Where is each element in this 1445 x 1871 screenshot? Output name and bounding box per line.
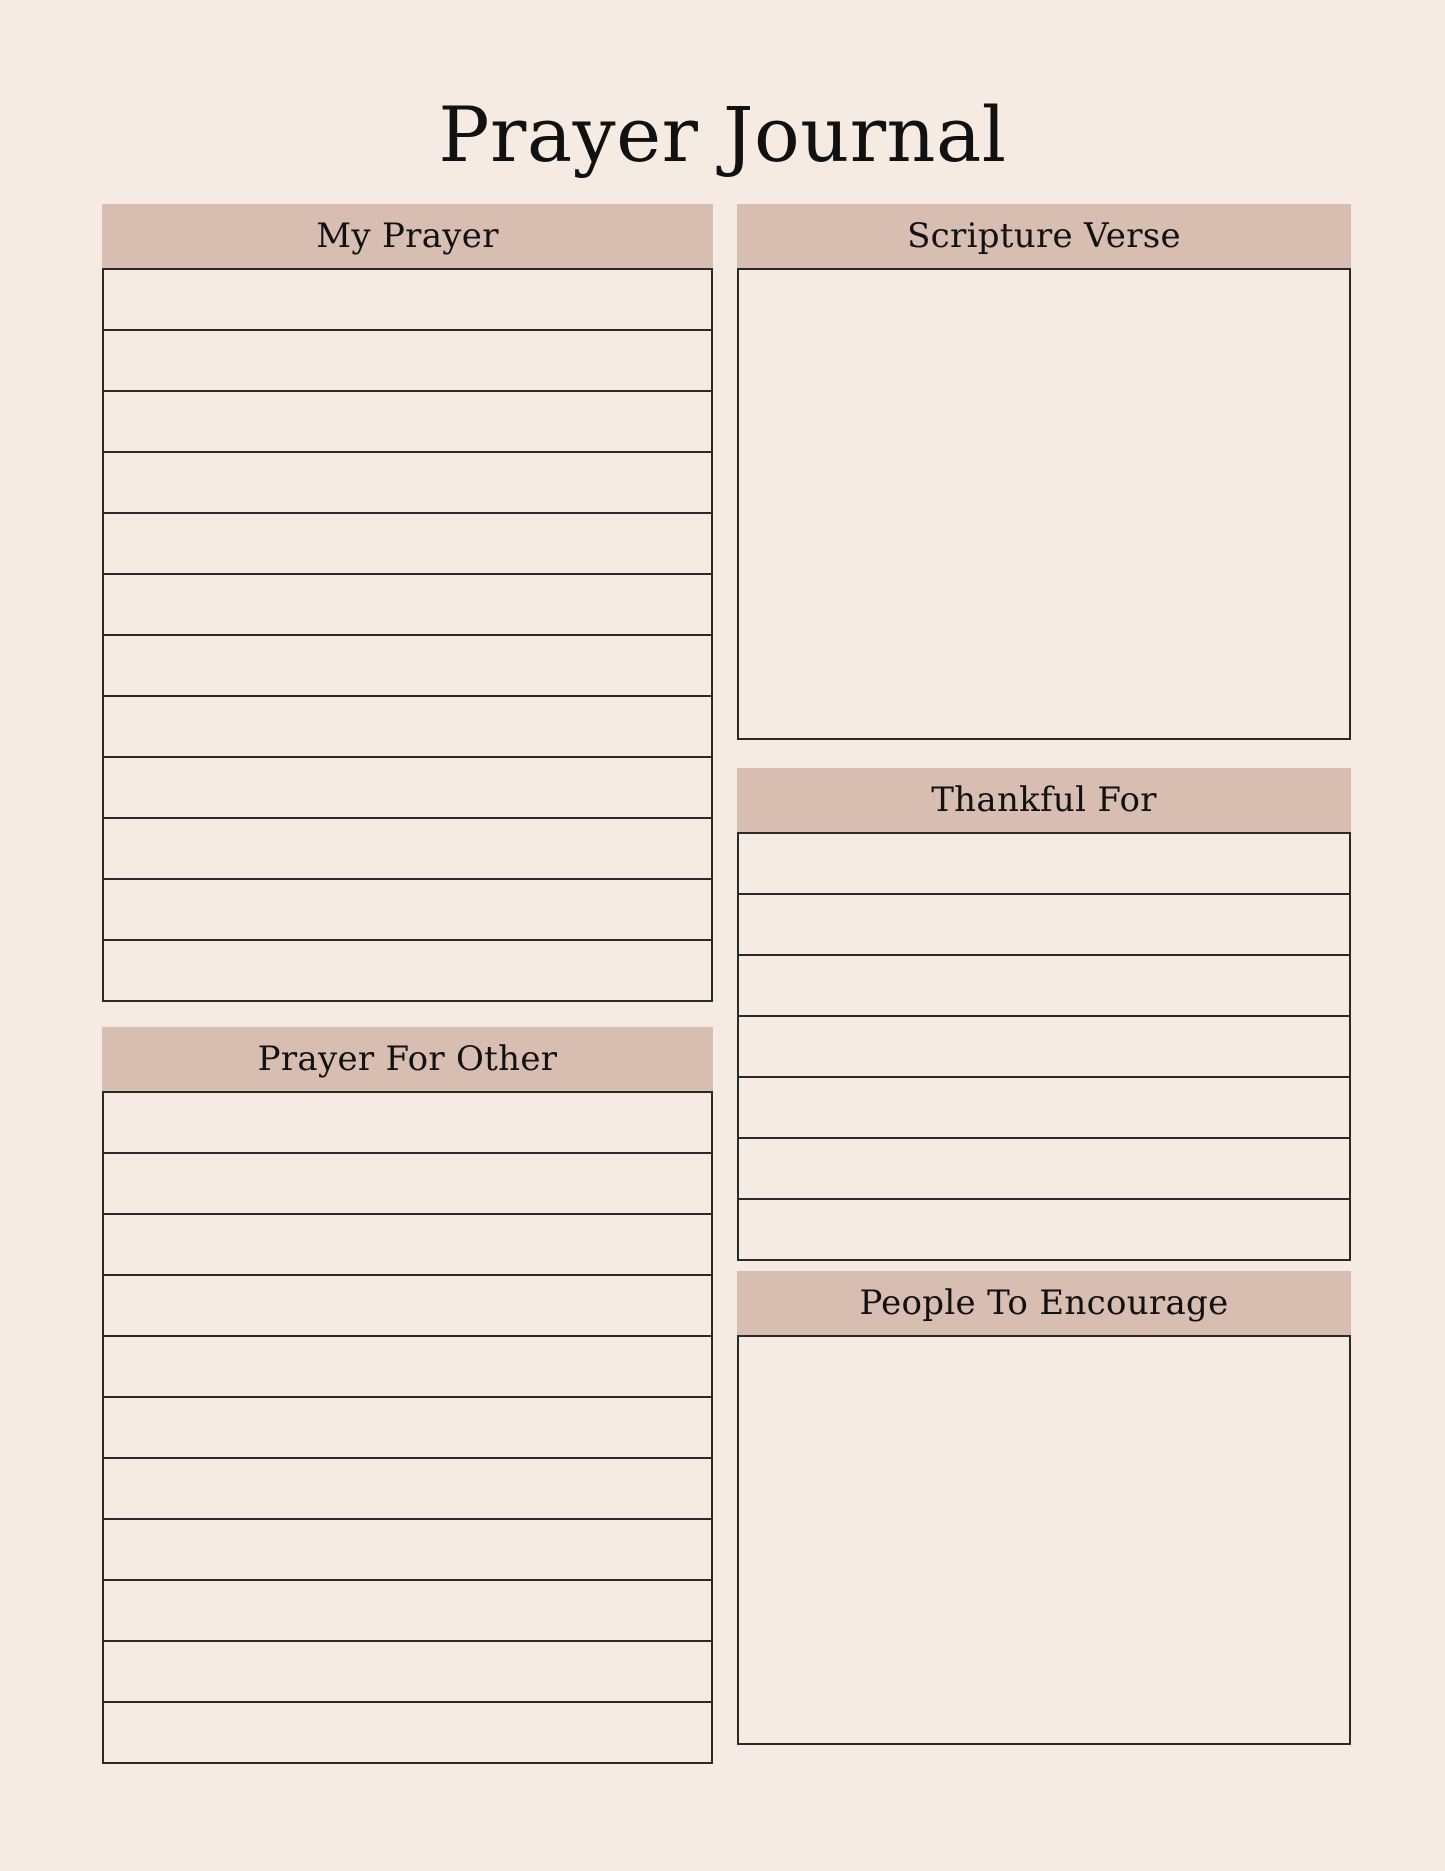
- writing-line[interactable]: [104, 1335, 711, 1396]
- writing-line[interactable]: [104, 878, 711, 939]
- writing-line[interactable]: [104, 390, 711, 451]
- writing-line[interactable]: [104, 1518, 711, 1579]
- writing-line[interactable]: [104, 695, 711, 756]
- writing-line[interactable]: [104, 1640, 711, 1701]
- writing-line[interactable]: [104, 1579, 711, 1640]
- writing-line[interactable]: [739, 1076, 1349, 1137]
- scripture-verse-section: [737, 204, 1351, 740]
- thankful-for-section: [737, 768, 1351, 1261]
- writing-line[interactable]: [104, 268, 711, 329]
- people-to-encourage-box[interactable]: [737, 1335, 1351, 1745]
- prayer-for-other-section: [102, 1027, 713, 1764]
- writing-line[interactable]: [104, 1396, 711, 1457]
- people-to-encourage-section: [737, 1271, 1351, 1745]
- writing-line[interactable]: [739, 954, 1349, 1015]
- writing-line[interactable]: [104, 1213, 711, 1274]
- people-to-encourage-header: People To Encourage: [737, 1271, 1351, 1335]
- page-title: Prayer Journal: [438, 90, 1007, 179]
- thankful-for-lines: [737, 832, 1351, 1261]
- writing-line[interactable]: [739, 1137, 1349, 1198]
- writing-line[interactable]: [104, 939, 711, 1000]
- my-prayer-header: My Prayer: [102, 204, 713, 268]
- scripture-verse-box[interactable]: [737, 268, 1351, 740]
- my-prayer-section: [102, 204, 713, 1002]
- writing-line[interactable]: [104, 1701, 711, 1762]
- my-prayer-lines: [102, 268, 713, 1002]
- writing-line[interactable]: [104, 1152, 711, 1213]
- writing-line[interactable]: [739, 1198, 1349, 1259]
- scripture-verse-header: Scripture Verse: [737, 204, 1351, 268]
- writing-line[interactable]: [104, 512, 711, 573]
- writing-line[interactable]: [104, 329, 711, 390]
- writing-line[interactable]: [104, 573, 711, 634]
- writing-line[interactable]: [104, 756, 711, 817]
- writing-line[interactable]: [104, 1091, 711, 1152]
- writing-line[interactable]: [739, 1015, 1349, 1076]
- writing-line[interactable]: [739, 832, 1349, 893]
- writing-line[interactable]: [104, 1274, 711, 1335]
- prayer-for-other-lines: [102, 1091, 713, 1764]
- prayer-for-other-header: Prayer For Other: [102, 1027, 713, 1091]
- thankful-for-header: Thankful For: [737, 768, 1351, 832]
- writing-line[interactable]: [739, 893, 1349, 954]
- writing-line[interactable]: [104, 451, 711, 512]
- writing-line[interactable]: [104, 1457, 711, 1518]
- writing-line[interactable]: [104, 817, 711, 878]
- writing-line[interactable]: [104, 634, 711, 695]
